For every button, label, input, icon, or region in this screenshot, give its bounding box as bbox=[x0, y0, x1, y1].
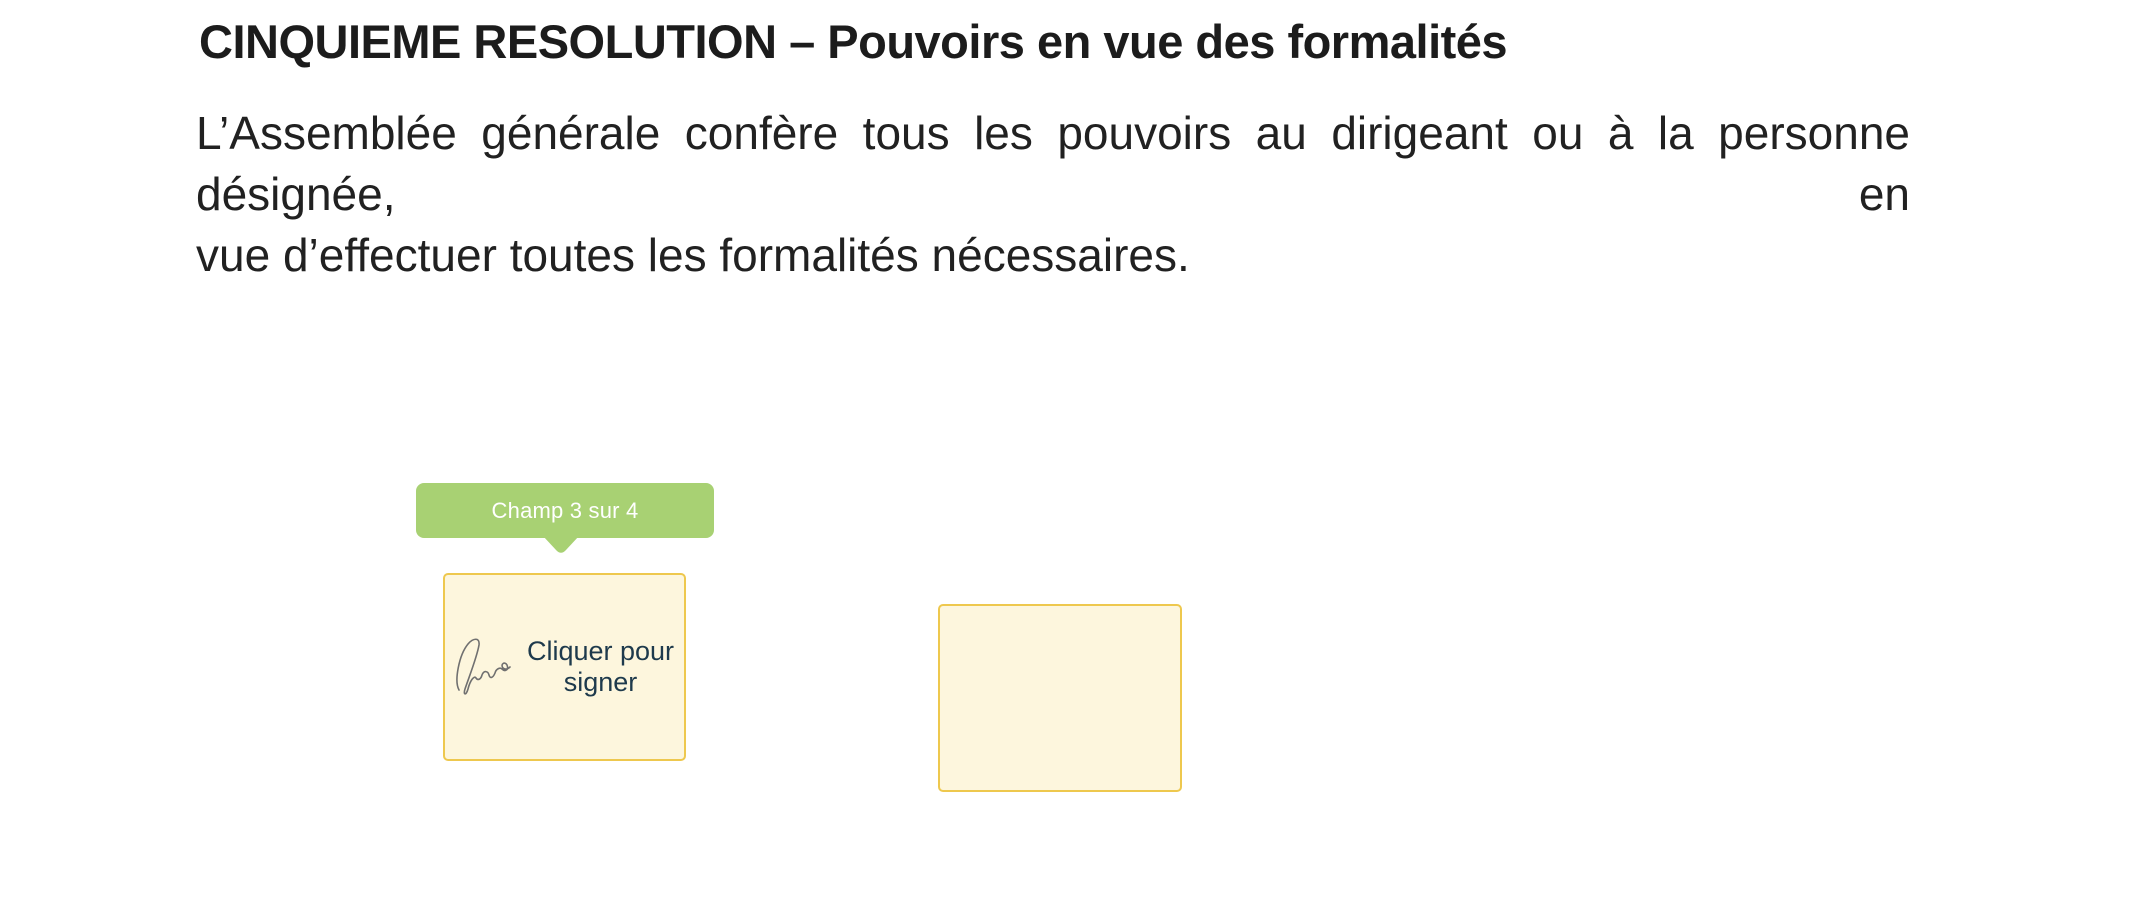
resolution-title: CINQUIEME RESOLUTION – Pouvoirs en vue des formalités bbox=[199, 15, 1508, 68]
field-counter-badge bbox=[416, 483, 714, 538]
signature-field[interactable] bbox=[443, 573, 686, 761]
paragraph-line-1: L’Assemblée générale confère tous les pouvoirs au dirigeant ou à la personne désignée, en bbox=[196, 107, 1910, 220]
signature-scribble-icon bbox=[453, 633, 515, 701]
signature-field-label: Cliquer pour signer bbox=[526, 636, 675, 697]
paragraph-line-2: vue d’effectuer toutes les formalités nécessaires. bbox=[196, 229, 1190, 281]
field-counter-label: Champ 3 sur 4 bbox=[491, 497, 639, 523]
badge-pointer-icon bbox=[541, 536, 581, 556]
resolution-paragraph bbox=[196, 103, 1910, 286]
signature-field-empty[interactable] bbox=[938, 604, 1182, 792]
